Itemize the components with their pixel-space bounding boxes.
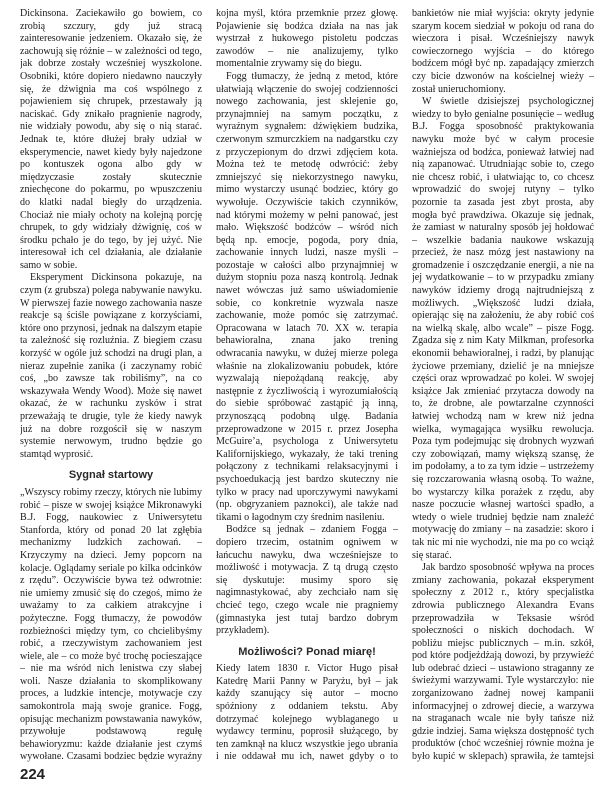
paragraph: Dickinsona. Zaciekawiło go bowiem, co zrobią szczury, gdy już stracą zainteresowanie jedzeniem. Okazało się, że zachowują się różnie – w zależności od tego, jak dobrze zostały wcześniej wyszkolone. Osobniki, które dopiero niedawno nauczyły się, że dźwignia ma coś wspólnego z pojawieniem się chrupek, przestawały ją naciskać. Gdy znikało pragnienie nagrody, nie widziały powodu, aby się o nią starać. Jednak te, które dłużej brały udział w eksperymencie, nawet kiedy były najedzone po kontuszek ogona albo gdy w międzyczasie zostały skutecznie zniechęcone do pokarmu, po wpuszczeniu do klatki nadal biegły do urządzenia. Chociaż nie miały ochoty na kolejną porcję chrupek, to gdy widziały dźwignię, coś w środku pchało je do tego, by jej użyć. Nie interesował ich cel działania, ale działanie samo w sobie. [20, 8, 202, 271]
column-left [20, 8, 202, 763]
paragraph: Fogg tłumaczy, że jedną z metod, które ułatwiają włączenie do swojej codzienności nowego zachowania, jest sklejenie go, przynajmniej na samym początku, z wyraźnym sygnałem: dźwiękiem budzika, czerwonym szmurczkiem na nadgarstku czy z przyczepionym do drzwi zdjęciem kota. Można też te metodę odwrócić: żeby zmniejszyć się niekorzystnego nawyku, mimo wystarczy usunąć bodziec, który go wywołuje. Oczywiście takich czynników, nad którymi możemy w pełni panować, jest mało. Większość bodźców – wśród nich będą np. emocje, pogoda, pory dnia, zachowanie innych ludzi, nasze myśli – pozostaje w całości albo przynajmniej w dużym stopniu poza naszą kontrolą. Jednak nawet wówczas już samo uświadomienie sobie, co konkretnie wyzwala nasze zachowanie, może pomóc się zatrzymać. Opracowana w latach 70. XX w. terapia behawioralna, znana jako trening odwracania nawyku, w dużej mierze polega właśnie na zlokalizowaniu pobudek, które wyzwalają niepożądaną reakcję, aby następnie z życzliwością i wyrozumiałością do siebie spróbować zastąpić ją inną, przynoszącą podobną ulgę. Badania przeprowadzone w 2015 r. przez Josepha McGuire’a, psychologa z Uniwersytetu Kalifornijskiego, wykazały, że taki trening połączony z technikami relaksacyjnymi i psychoedukacją jest bardzo skuteczny nie tylko w pracy nad uporczywymi nawykami (np. obgryzaniem paznokci), ale także nad tikami o łagodnym czy średnim nasileniu. [216, 70, 398, 523]
page [20, 8, 594, 763]
paragraph: bankietów nie miał wyjścia: okryty jedynie szarym kocem siedział w pokoju od rana do wieczora i pisał. Wcześniejszy nawyk cowieczornego wyjścia – do którego bodźcem mógł być np. zapadający zmierzch czy bicie dzwonów na kościelnej wieży – został unieruchomiony. [412, 8, 594, 95]
column-middle [216, 8, 398, 763]
page-number: 224 [20, 766, 46, 783]
paragraph: Eksperyment Dickinsona pokazuje, na czym (z grubsza) polega nabywanie nawyku. W pierwszej fazie nowego zachowania nasze reakcje są ściśle powiązane z korzyściami, które ono przynosi, jednak na dalszym etapie ta zależność się rozluźnia. Z biegiem czasu korzyść w ogóle już schodzi na drugi plan, a nieraz zupełnie zanika (i zaczynamy robić coś, „bo zawsze tak robiliśmy”, na co wskazywała Wendy Wood). Może się nawet okazać, że w rachunku zysków i strat przeważają te drugie, tyle że kiedy nawyk już na dobre rozgościł się w naszym systemie nerwowym, trudno będzie go stamtąd wyprosić. [20, 272, 202, 460]
paragraph: Bodźce są jednak – zdaniem Fogga – dopiero trzecim, ostatnim ogniwem w łańcuchu nawyku, dwa wcześniejsze to możliwość i motywacja. Z tą drugą często się dyskutuje: musimy sporo się nagimnastykować, aby zechciało nam się chcieć tego, czego wcale nie pragniemy (gimnastyka jest tutaj bardzo dobrym przykładem). [216, 524, 398, 637]
column-right [412, 8, 594, 763]
paragraph: „Wszyscy robimy rzeczy, których nie lubimy robić – pisze w swojej książce Mikronawyki B.J. Fogg, naukowiec z Uniwersytetu Stanforda, który od ponad 20 lat zgłębia mechanizmy ludzkich zachowań. – Krzyczymy na dzieci. Jemy popcorn na kolacje. Oglądamy seriale po kilka odcinków z rzędu”. Oczywiście bywa też odwrotnie: nie umiemy zmusić się do czegoś, mimo że uważamy to za całkiem atrakcyjne i pożyteczne. Fogg tłumaczy, że powodów rozbieżności między tym, co chcielibyśmy robić, a rzeczywistym zachowaniem jest wiele, ale – co może być trochę pocieszające – nie ma wśród nich lenistwa czy słabej woli. Nasze działania to skomplikowany proces, a ludzkie intencje, motywacje czy samokontrola mają swoje granice. Fogg, opisując mechanizm powstawania nawyków, przywołuje podstawową regułę behawioryzmu: każde działanie jest czymś wywołane. Czasami bodziec będzie wyraźny [20, 486, 202, 763]
paragraph: kojna myśl, która przemknie przez głowę. Pojawienie się bodźca działa na nas jak wystrzał z hukowego pistoletu podczas zawodów – nie analizujemy, tylko momentalnie zrywamy się do biegu. [216, 8, 398, 70]
paragraph: Jak bardzo sposobność wpływa na proces zmiany zachowania, pokazał eksperyment społeczny z 2012 r., który specjalistka zdrowia publicznego Alexandra Evans przeprowadziła w Teksasie wśród społeczności o niskich dochodach. W pobliżu miejsc publicznych – m.in. szkół, pod które podjeżdżają dowozi, by przywieźć lub odebrać dzieci – ustawiono straganny ze świeżymi warzywami. Tyle wystarczyło: nie zorganizowano żadnej nowej kampanii informacyjnej o zdrowej diecie, a warzywa na straganach wcale nie były tańsze niż gdzie indziej. Sama większa dostępność tych produktów (choć wcześniej równie można je było kupić w sklepach) sprawiła, że tamtejsi [412, 562, 594, 763]
section-heading: Sygnał startowy [68, 469, 154, 482]
paragraph: Kiedy latem 1830 r. Victor Hugo pisał Katedrę Marii Panny w Paryżu, był – jak każdy szanujący się autor – mocno spóźniony z oddaniem tekstu. Aby dotrzymać kolejnego wyblaganego u wydawcy terminu, poprosił służącego, by ten zamknął na klucz wszystkie jego ubrania i nie oddawał mu ich, nawet gdyby o to [216, 663, 398, 763]
section-heading: Możliwości? Ponad miarę! [238, 645, 376, 658]
paragraph: W świetle dzisiejszej psychologicznej wiedzy to było genialne posunięcie – według B.J. Fogga sposobność praktykowania nawyku może być w całym procesie ważniejsza od bodźca, ponieważ łatwiej nad nią zapanować. Utrudniając sobie to, czego nie chcesz robić, i ułatwiając to, co chcesz wprowadzić do swojej rutyny – tylko pozornie ta zasada jest zbyt prosta, aby mogła być prawdziwa. Okazuje się jednak, że zamiast w naturalny sposób jej hołdować – wszelkie badania naukowe wskazują przecież, że nasz mózg jest nastawiony na gromadzenie i oszczędzanie energii, a nie na jej wydatkowanie – to w przypadku zmiany nawyków idziemy drogą najtrudniejszą z możliwych. „Większość ludzi działa, opierając się na założeniu, że aby robić coś na wielką skalę, albo wcale” – pisze Fogg. Zgadza się z nim Katy Milkman, profesorka ekonomii behawioralnej, i radzi, by planując życiowe przemiany, dzielić je na mniejsze części oraz wprowadzać po kolei. W swojej książce Jak zmieniać przytacza dowody na to, że drobne, ale powtarzalne czynności łatwiej wchodzą nam w krew niż jedna wielka, wymagająca wysiłku rewolucja. Poza tym podejmując się drobnych wyzwań czy zobowiązań, mamy większą szansę, że im podołamy, a to za tym idzie – ustrzeżemy się rozczarowania własną osobą. To ważne, bo wystarczy kilka porażek z rzędu, aby nasze poczucie własnej wartości spadło, a wtedy o wiele trudniej będzie nam znaleźć motywację do zmiany – na zasadzie: skoro i tak nic mi nie wychodzi, nie ma po co wciąż się starać. [412, 96, 594, 561]
